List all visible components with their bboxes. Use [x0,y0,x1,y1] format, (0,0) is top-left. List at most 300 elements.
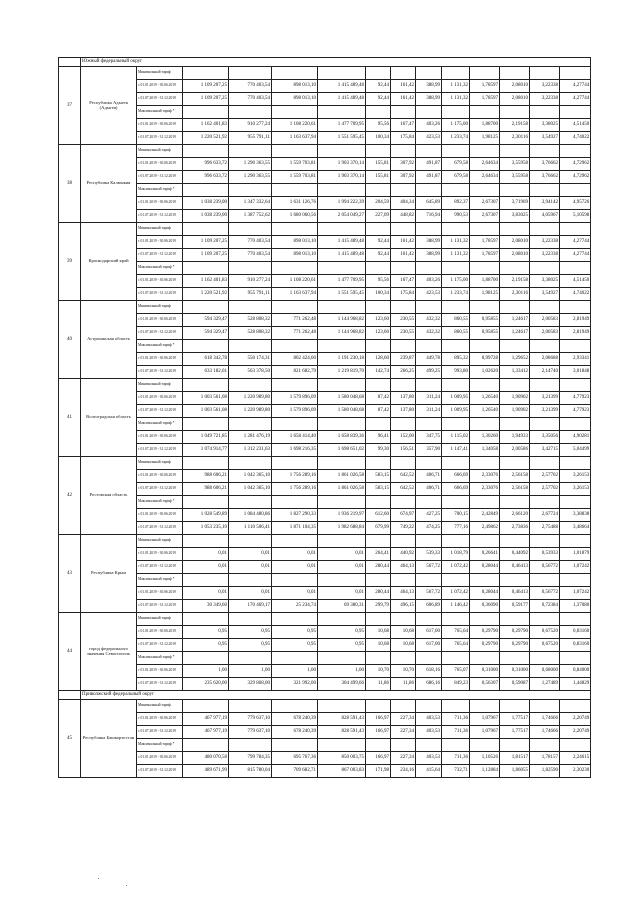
value-cell [416,184,442,197]
value-cell: 161,42 [391,249,416,262]
value-cell: 633 182,01 [183,366,229,379]
value-cell: 1,77517 [500,713,530,726]
value-cell: 321 992,00 [272,678,318,691]
value-cell [183,652,229,665]
value-cell [442,652,470,665]
value-cell [391,379,416,392]
value-cell [272,535,318,548]
table-row [59,80,591,93]
value-cell: 0,83160 [560,626,591,639]
value-cell: 3,21399 [530,392,560,405]
value-cell [391,67,416,80]
value-cell [530,340,560,353]
value-cell: 0,56772 [530,561,560,574]
value-cell: 528 808,32 [229,314,272,327]
value-cell: 1 347 332,64 [229,197,272,210]
value-cell: 227,09 [366,210,391,223]
tariff-period-cell: Минимальный тариф [137,301,183,314]
value-cell: 2,20749 [560,713,591,726]
value-cell: 850 003,75 [318,752,366,765]
table-row [59,752,591,765]
table-row [59,314,591,327]
value-cell: 388,99 [416,93,442,106]
value-cell [183,340,229,353]
value-cell: 674,97 [391,509,416,522]
value-cell: 1,01879 [560,548,591,561]
value-cell: 2,30116 [500,132,530,145]
value-cell: 1 108 220,61 [272,119,318,132]
value-cell: 1 559 703,81 [272,158,318,171]
value-cell: 1 109 207,25 [183,93,229,106]
value-cell: 4,05967 [530,210,560,223]
value-cell [442,301,470,314]
tariff-period-cell: с 01.07.2019 - 31.12.2019 [137,132,183,145]
value-cell [183,184,229,197]
value-cell: 1 579 896,09 [272,405,318,418]
value-cell: 1 580 048,68 [318,405,366,418]
value-cell: 1,44829 [560,678,591,691]
table-row [59,158,591,171]
tariff-period-cell: с 01.07.2019 - 31.12.2019 [137,639,183,652]
value-cell: 92,44 [366,236,391,249]
value-cell: 167,47 [391,275,416,288]
tariff-period-cell: Минимальный тариф [137,67,183,80]
table-row [59,301,591,314]
value-cell: 2,00586 [500,444,530,457]
value-cell [391,145,416,158]
value-cell: 0,95855 [470,327,500,340]
region-name: Республика Башкортостан [81,700,137,778]
tariff-period-cell: с 01.01.2019 - 30.06.2019 [137,548,183,561]
value-cell: 645,89 [416,197,442,210]
value-cell: 239,87 [391,353,416,366]
value-cell: 3,48664 [560,522,591,535]
table-row [59,418,591,431]
value-cell [366,652,391,665]
table-row [59,457,591,470]
table-row [59,678,591,691]
tariff-period-cell: Минимальный тариф [137,379,183,392]
value-cell: 1 477 709,95 [318,275,366,288]
value-cell: 4,90281 [560,431,591,444]
value-cell: 1 680 060,56 [272,210,318,223]
value-cell: 0,31000 [500,665,530,678]
table-row [59,210,591,223]
value-cell: 0,44092 [500,548,530,561]
value-cell: 1,78597 [470,249,500,262]
table-row [59,106,591,119]
value-cell [229,340,272,353]
value-cell [416,652,442,665]
value-cell: 642,52 [391,483,416,496]
table-row [59,353,591,366]
value-cell: 3,83025 [500,210,530,223]
value-cell: 0,95 [183,626,229,639]
value-cell [366,700,391,713]
value-cell: 1 415 489,48 [318,249,366,262]
value-cell [530,262,560,275]
table-row [59,340,591,353]
value-cell: 423,53 [416,288,442,301]
value-cell: 898 013,10 [272,80,318,93]
value-cell: 0,01 [229,548,272,561]
value-cell: 92,44 [366,249,391,262]
value-cell: 1 162 401,83 [183,119,229,132]
table-row [59,67,591,80]
value-cell [318,535,366,548]
value-cell: 491,87 [416,171,442,184]
value-cell [530,652,560,665]
value-cell [530,700,560,713]
value-cell [272,496,318,509]
tariff-period-cell: Максимальный тариф * [137,184,183,197]
value-cell: 152,00 [391,431,416,444]
value-cell: 2,08010 [500,249,530,262]
value-cell: 955 791,11 [229,288,272,301]
value-cell: 227,34 [391,713,416,726]
value-cell: 1 191 230,18 [318,353,366,366]
region-name: Республика Адыгея (Адыгея) [81,67,137,145]
value-cell [391,106,416,119]
value-cell: 2,08010 [500,80,530,93]
tariff-period-cell: с 01.01.2019 - 30.06.2019 [137,314,183,327]
value-cell: 1 220 989,80 [229,405,272,418]
tariff-period-cell: с 01.07.2019 - 31.12.2019 [137,483,183,496]
value-cell: 1,24617 [500,314,530,327]
value-cell: 0,01 [183,587,229,600]
value-cell: 1 756 289,16 [272,483,318,496]
value-cell [416,535,442,548]
value-cell [442,457,470,470]
value-cell [560,652,591,665]
value-cell: 1 698 651,02 [318,444,366,457]
value-cell: 1 415 489,48 [318,93,366,106]
value-cell: 95,56 [366,119,391,132]
value-cell [500,184,530,197]
value-cell: 1 131,32 [442,80,470,93]
value-cell: 1 074 914,77 [183,444,229,457]
value-cell: 563 378,50 [229,366,272,379]
value-cell [318,301,366,314]
region-number: 38 [59,145,81,223]
value-cell [229,457,272,470]
table-row [59,665,591,678]
value-cell [318,145,366,158]
value-cell: 403,53 [416,752,442,765]
tariff-period-cell: Максимальный тариф * [137,418,183,431]
value-cell: 1 144 968,82 [318,327,366,340]
value-cell: 0,95855 [470,314,500,327]
value-cell [366,457,391,470]
table-row [59,93,591,106]
value-cell [391,613,416,626]
value-cell: 96,41 [366,431,391,444]
value-cell: 1 903 370,14 [318,171,366,184]
value-cell [272,700,318,713]
value-cell [183,301,229,314]
value-cell: 821 682,79 [272,366,318,379]
value-cell: 3,01848 [560,366,591,379]
value-cell: 464,13 [391,561,416,574]
region-number: 42 [59,457,81,535]
tariff-period-cell: Максимальный тариф * [137,652,183,665]
value-cell: 3,26153 [560,483,591,496]
value-cell [416,223,442,236]
value-cell: 2,73836 [500,522,530,535]
value-cell [366,496,391,509]
value-cell: 311,24 [416,405,442,418]
value-cell: 227,34 [391,726,416,739]
value-cell: 4,27744 [560,93,591,106]
value-cell: 666,69 [442,483,470,496]
speck-mark [98,878,99,879]
tariff-period-cell: с 01.07.2019 - 31.12.2019 [137,249,183,262]
value-cell [470,535,500,548]
region-name: Республика Калмыкия [81,145,137,223]
value-cell [442,574,470,587]
value-cell [229,301,272,314]
value-cell [318,340,366,353]
value-cell: 496,15 [391,600,416,613]
value-cell: 1,78597 [470,93,500,106]
value-cell: 3,54927 [530,132,560,145]
value-cell [229,613,272,626]
region-number: 40 [59,301,81,379]
value-cell [366,184,391,197]
value-cell: 1 109 207,25 [183,236,229,249]
value-cell [391,457,416,470]
value-cell: 617,00 [416,626,442,639]
value-cell: 1 220 521,92 [183,288,229,301]
value-cell: 304 499,66 [318,678,366,691]
value-cell: 550 174,31 [229,353,272,366]
value-cell: 828 591,43 [318,713,366,726]
value-cell [391,574,416,587]
value-cell: 770 403,54 [229,93,272,106]
tariff-period-cell: с 01.07.2019 - 31.12.2019 [137,171,183,184]
tariff-period-cell: Минимальный тариф [137,145,183,158]
value-cell: 4,27744 [560,249,591,262]
value-cell: 1,24617 [500,327,530,340]
value-cell: 403,26 [416,275,442,288]
value-cell: 3,22338 [530,249,560,262]
table-row [59,639,591,652]
value-cell: 815 780,04 [229,765,272,778]
value-cell: 0,01 [183,548,229,561]
value-cell: 480 070,58 [183,752,229,765]
value-cell: 0,95 [229,626,272,639]
table-row [59,626,591,639]
tariff-period-cell: с 01.01.2019 - 30.06.2019 [137,752,183,765]
value-cell [530,301,560,314]
value-cell: 618,16 [416,665,442,678]
value-cell: 123,60 [366,314,391,327]
value-cell: 1 233,74 [442,288,470,301]
value-cell: 765,07 [442,665,470,678]
value-cell [318,739,366,752]
value-cell: 1 861 026,58 [318,470,366,483]
value-cell: 732,71 [442,765,470,778]
value-cell: 489 671,99 [183,765,229,778]
tariff-period-cell: с 01.07.2019 - 31.12.2019 [137,561,183,574]
value-cell [442,613,470,626]
value-cell [560,574,591,587]
value-cell [500,340,530,353]
value-cell [530,535,560,548]
speck-mark [126,885,127,886]
value-cell: 1,94933 [500,431,530,444]
value-cell: 1,78597 [470,80,500,93]
value-cell: 2,08688 [530,353,560,366]
value-cell: 406,71 [416,470,442,483]
region-name: Республика Крым [81,535,137,613]
value-cell: 95,56 [366,275,391,288]
value-cell [560,496,591,509]
value-cell: 1 109 207,25 [183,249,229,262]
value-cell: 0,28044 [470,561,500,574]
value-cell [500,496,530,509]
value-cell: 161,42 [391,93,416,106]
value-cell [530,223,560,236]
value-cell [500,379,530,392]
table-row [59,652,591,665]
value-cell: 1,26540 [470,392,500,405]
value-cell [229,145,272,158]
value-cell [366,340,391,353]
value-cell: 1 003 561,08 [183,392,229,405]
value-cell: 1 147,41 [442,444,470,457]
value-cell: 1 756 289,16 [272,470,318,483]
tariff-period-cell: с 01.07.2019 - 31.12.2019 [137,444,183,457]
value-cell: 1,12884 [470,765,500,778]
value-cell [500,223,530,236]
value-cell: 128,60 [366,353,391,366]
value-cell [442,67,470,80]
value-cell: 161,42 [391,80,416,93]
value-cell: 234,16 [391,765,416,778]
value-cell: 92,44 [366,93,391,106]
value-cell: 1,98125 [470,288,500,301]
value-cell: 1,33412 [500,366,530,379]
value-cell: 11,86 [391,678,416,691]
value-cell: 1,00 [229,665,272,678]
value-cell: 1 009,95 [442,405,470,418]
value-cell: 10,68 [366,626,391,639]
value-cell: 92,44 [366,80,391,93]
value-cell: 1,29652 [500,353,530,366]
table-row [59,223,591,236]
value-cell [318,574,366,587]
tariff-period-cell: Минимальный тариф [137,700,183,713]
value-cell [416,613,442,626]
value-cell [183,379,229,392]
value-cell: 403,53 [416,726,442,739]
value-cell [391,301,416,314]
region-number: 45 [59,700,81,778]
value-cell: 2,08010 [500,236,530,249]
value-cell: 0,29790 [500,626,530,639]
value-cell: 1 009,95 [442,392,470,405]
tariff-period-cell: с 01.01.2019 - 30.06.2019 [137,470,183,483]
value-cell [318,106,366,119]
value-cell: 2,64634 [470,158,500,171]
value-cell: 802 424,60 [272,353,318,366]
value-cell [416,739,442,752]
value-cell: 860,55 [442,314,470,327]
value-cell: 2,64634 [470,171,500,184]
value-cell: 1 038 239,00 [183,197,229,210]
value-cell: 0,59087 [500,678,530,691]
value-cell: 2,42849 [470,509,500,522]
value-cell: 280,44 [366,561,391,574]
value-cell: 1 994 222,39 [318,197,366,210]
value-cell: 1 631 126,76 [272,197,318,210]
value-cell: 1,77517 [500,726,530,739]
region-number: 39 [59,223,81,301]
value-cell: 0,29790 [470,639,500,652]
table-row [59,713,591,726]
table-row [59,132,591,145]
value-cell: 175,84 [391,132,416,145]
value-cell: 1 042 365,10 [229,483,272,496]
value-cell [391,652,416,665]
value-cell: 0,01 [229,587,272,600]
value-cell: 2,57702 [530,483,560,496]
value-cell: 594 329,47 [183,327,229,340]
value-cell: 467 977,19 [183,726,229,739]
tariff-table-page [58,57,590,778]
value-cell: 2,67307 [470,210,500,223]
value-cell: 1 220 989,80 [229,392,272,405]
district-row [59,58,591,67]
value-cell [470,340,500,353]
value-cell: 311,24 [416,392,442,405]
value-cell: 166,97 [366,713,391,726]
value-cell: 388,99 [416,236,442,249]
region-name: город федерального значения Севастополь [81,613,137,691]
value-cell [416,145,442,158]
value-cell: 1 163 637,94 [272,288,318,301]
value-cell: 1,37080 [560,600,591,613]
value-cell [318,652,366,665]
value-cell: 1,02620 [470,366,500,379]
value-cell [318,262,366,275]
value-cell: 161,42 [391,236,416,249]
value-cell: 1 042 365,10 [229,470,272,483]
table-row [59,366,591,379]
region-number: 43 [59,535,81,613]
value-cell: 849,23 [442,678,470,691]
value-cell: 1 115,02 [442,431,470,444]
value-cell [318,184,366,197]
value-cell [272,613,318,626]
value-cell: 1 018,79 [442,548,470,561]
value-cell: 1 038 239,00 [183,210,229,223]
tariff-period-cell: с 01.07.2019 - 31.12.2019 [137,405,183,418]
value-cell: 166,97 [366,752,391,765]
value-cell [530,418,560,431]
value-cell: 2,57702 [530,470,560,483]
value-cell [470,739,500,752]
value-cell: 910 277,24 [229,275,272,288]
value-cell: 0,95 [272,626,318,639]
value-cell: 175,84 [391,288,416,301]
value-cell: 567,72 [416,561,442,574]
value-cell: 1,88700 [470,275,500,288]
tariff-period-cell: с 01.01.2019 - 30.06.2019 [137,275,183,288]
region-number: 41 [59,379,81,457]
value-cell: 170 469,17 [229,600,272,613]
